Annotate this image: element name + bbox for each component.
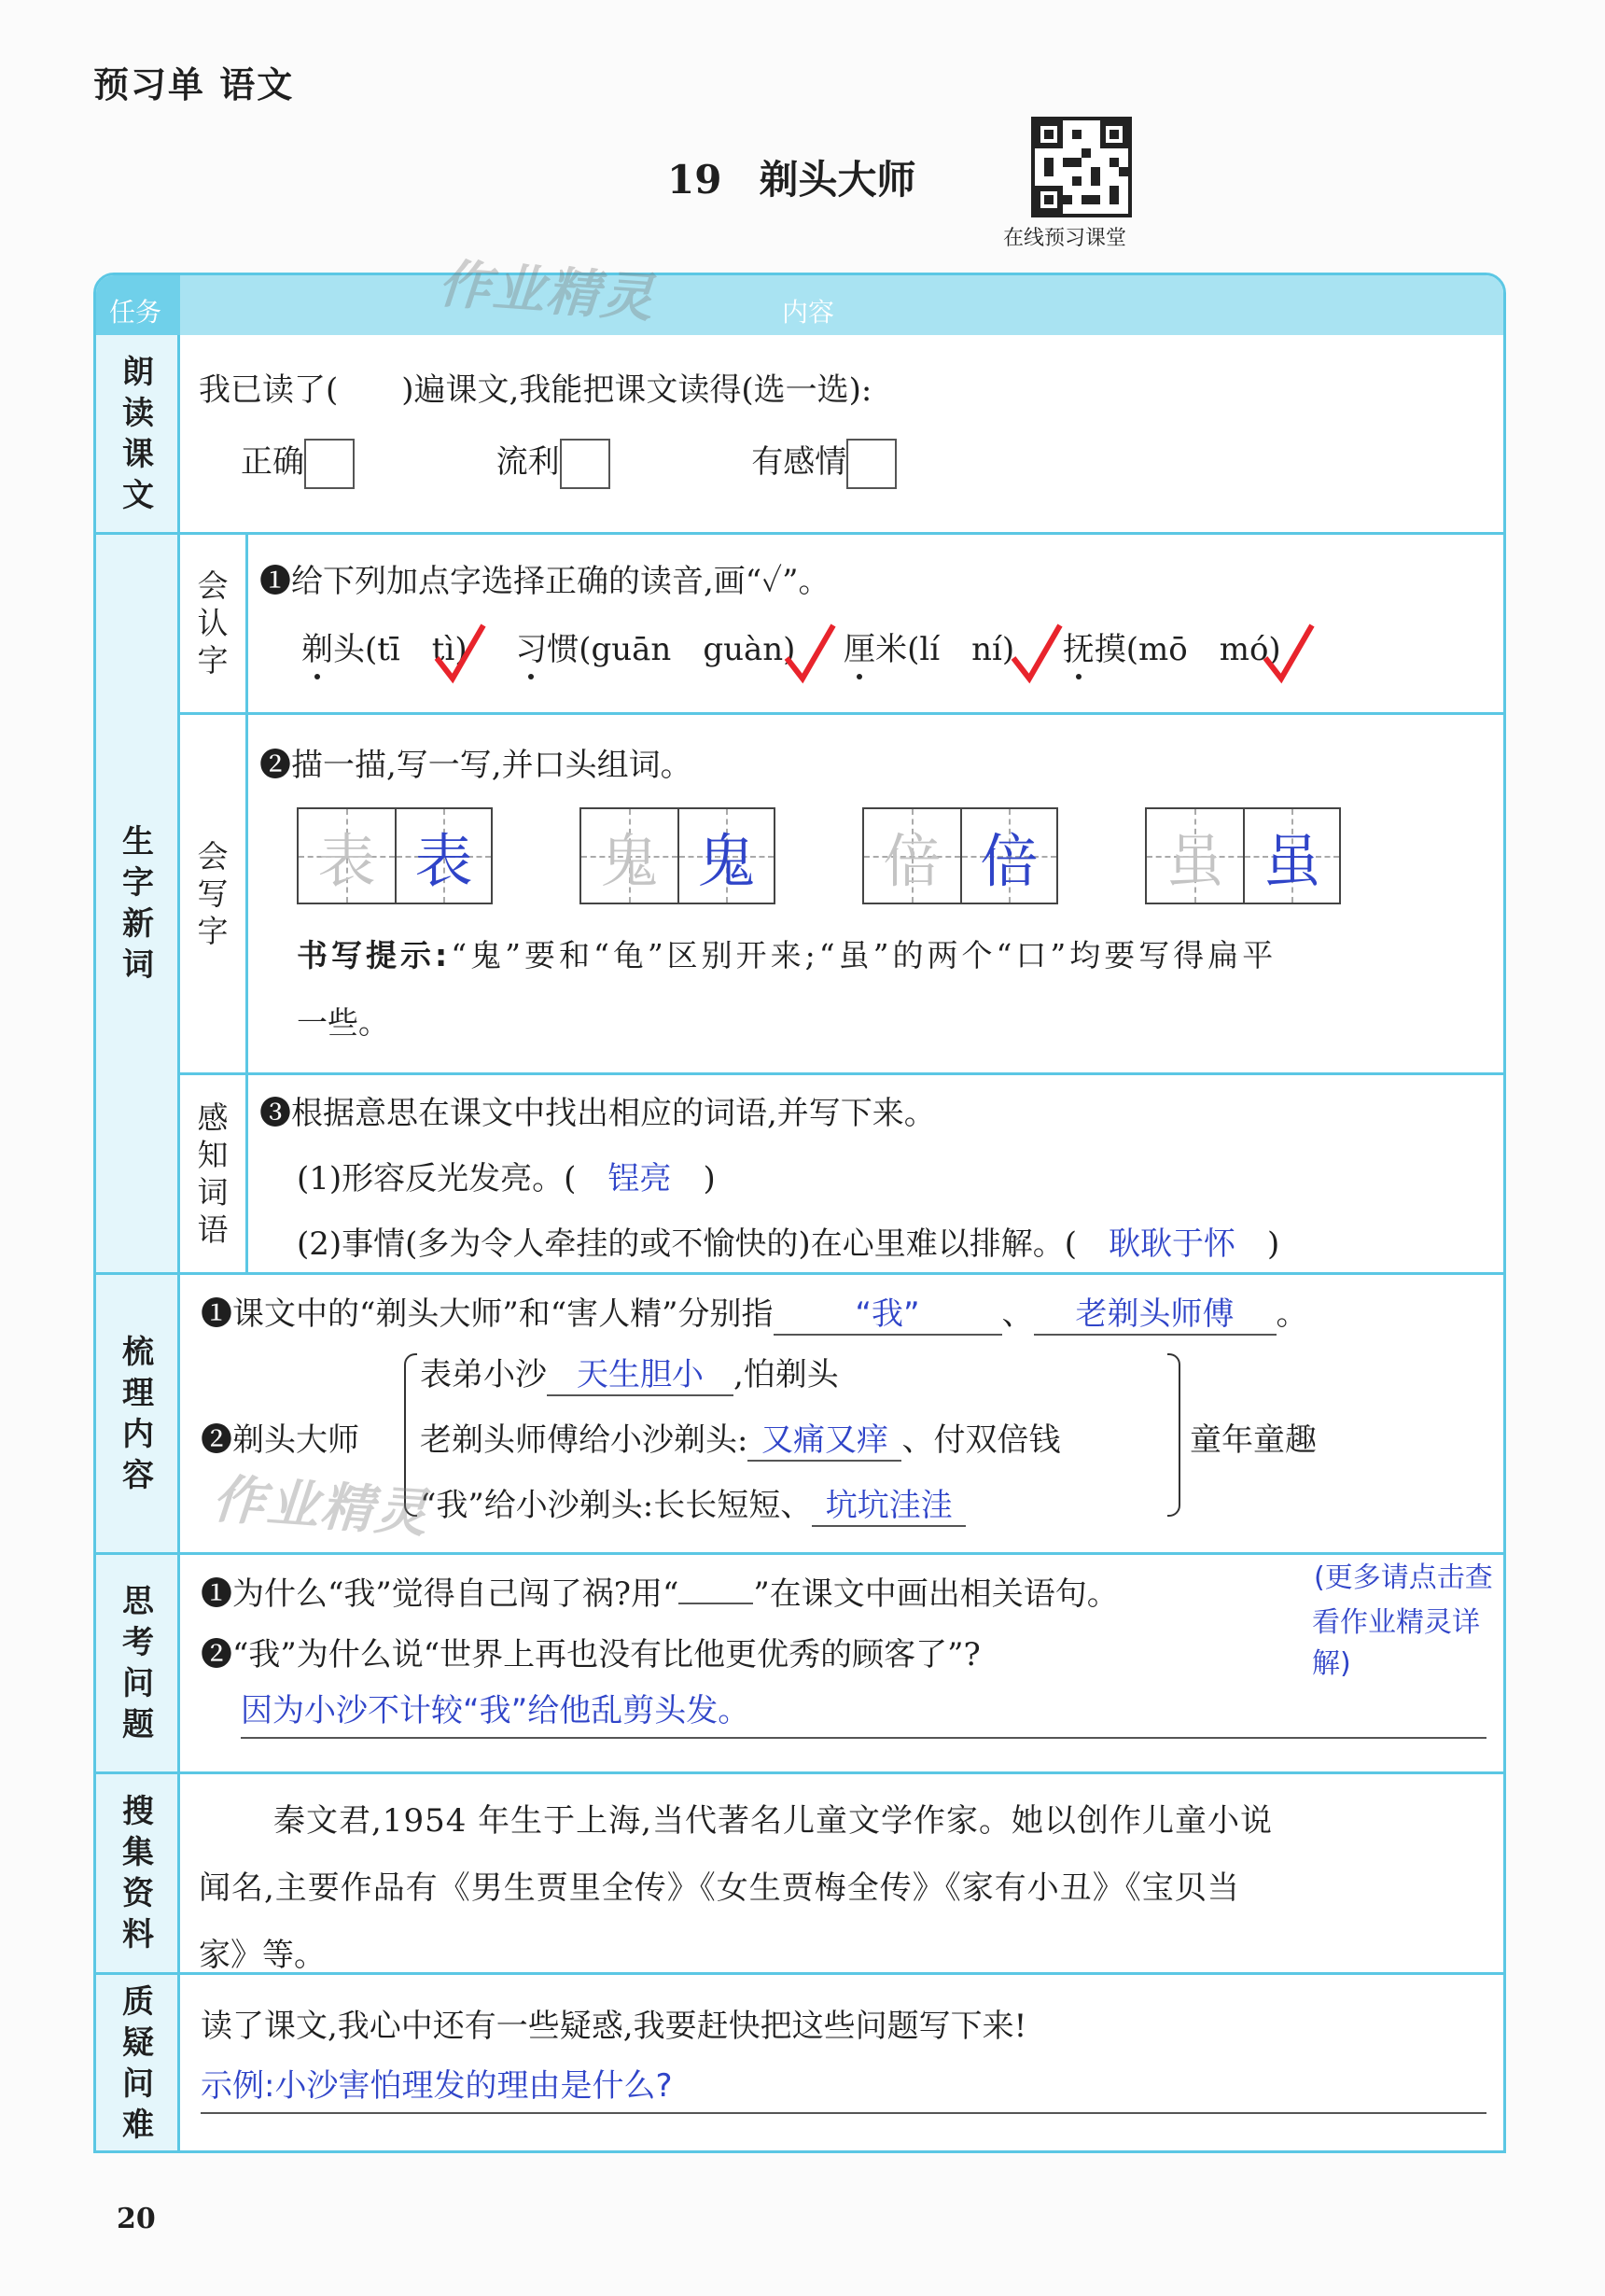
worksheet-table <box>93 273 1506 2153</box>
checkbox-fluent[interactable] <box>560 439 610 489</box>
check-mark-icon <box>1261 621 1317 686</box>
header-task: 任务 <box>109 297 162 328</box>
sub-write: 会 写 字 <box>197 837 229 949</box>
outline-theme: 童年童趣 <box>1190 1421 1317 1459</box>
think-q2: ❷“我”为什么说“世界上再也没有比他更优秀的顾客了”? <box>201 1636 981 1673</box>
writing-grid-3[interactable]: 倍 倍 <box>862 807 1058 904</box>
table-header <box>96 275 1503 335</box>
think-answer: 因为小沙不计较“我”给他乱剪头发。 <box>241 1692 750 1729</box>
question-line: 读了课文,我心中还有一些疑惑,我要赶快把这些问题写下来! <box>201 2008 1027 2045</box>
perceive-q1: (1)形容反光发亮。( 锃亮 ) <box>297 1160 716 1197</box>
writing-grids <box>297 807 1341 904</box>
more-detail-link-2[interactable]: 看作业精灵详解) <box>1312 1606 1480 1680</box>
lesson-name: 剃头大师 <box>759 157 916 203</box>
answer-shifu: 老剃头师傅 <box>1034 1288 1277 1336</box>
think-answer-line <box>241 1685 1486 1739</box>
perceive-prompt: ❸根据意思在课文中找出相应的词语,并写下来。 <box>259 1095 936 1132</box>
section-think: 思 考 问 题 <box>122 1583 154 1743</box>
checkbox-emotion[interactable] <box>846 439 897 489</box>
page-number: 20 <box>117 2203 156 2235</box>
check-mark-icon <box>432 621 488 686</box>
answer-wo: “我” <box>774 1288 1002 1336</box>
outline-row1: 表弟小沙 天生胆小 ,怕剃头 <box>420 1349 839 1396</box>
outline-q1: ❶课文中的“剃头大师”和“害人精”分别指 “我” 、 老剃头师傅 。 <box>201 1288 1308 1336</box>
section-outline: 梳 理 内 容 <box>122 1333 154 1494</box>
right-brace <box>1167 1353 1180 1517</box>
qr-label: 在线预习课堂 <box>1003 227 1127 250</box>
lesson-number: 19 <box>667 157 722 203</box>
watermark-top: 作业精灵 <box>436 253 657 330</box>
header-content: 内容 <box>782 297 835 328</box>
checkbox-correct[interactable] <box>304 439 355 489</box>
sub-recognize: 会 认 字 <box>197 567 229 679</box>
list-item: 习惯(guān guàn) <box>515 631 796 668</box>
lesson-title <box>667 149 915 205</box>
check-mark-icon <box>1009 621 1065 686</box>
list-item: 剃头(tī tì) <box>301 631 468 668</box>
writing-grid-1[interactable]: 表 表 <box>297 807 493 904</box>
section-reading: 朗 读 课 文 <box>122 353 154 514</box>
outline-row3: “我”给小沙剃头:长长短短、 坑坑洼洼 <box>420 1479 966 1527</box>
writing-tip: 书写提示:“鬼”要和“龟”区别开来;“虽”的两个“口”均要写得扁平 <box>297 937 1277 973</box>
more-detail-link[interactable]: (更多请点击查 <box>1314 1561 1493 1594</box>
watermark-mid: 作业精灵 <box>210 1468 431 1546</box>
qr-code-icon[interactable] <box>1031 117 1132 217</box>
answer-zengliang: 锃亮 <box>607 1160 672 1197</box>
writing-tip-end: 一些。 <box>297 1004 389 1041</box>
writing-grid-4[interactable]: 虽 虽 <box>1145 807 1341 904</box>
section-question: 质 疑 问 难 <box>122 1983 154 2144</box>
writing-grid-2[interactable]: 鬼 鬼 <box>579 807 775 904</box>
outline-row2: 老剃头师傅给小沙剃头: 又痛又痒 、付双倍钱 <box>420 1414 1060 1462</box>
section-collect: 搜 集 资 料 <box>122 1793 154 1953</box>
perceive-q2: (2)事情(多为令人牵挂的或不愉快的)在心里难以排解。( 耿耿于怀 ) <box>297 1225 1280 1263</box>
page-header: 预习单 语文 <box>93 64 295 105</box>
think-q1: ❶为什么“我”觉得自己闯了祸?用“ ”在课文中画出相关语句。 <box>201 1575 1119 1613</box>
outline-q2-label: ❷剃头大师 <box>201 1421 359 1459</box>
recognize-prompt: ❶给下列加点字选择正确的读音,画“✓”。 <box>259 563 830 600</box>
question-example: 示例:小沙害怕理发的理由是什么? <box>201 2067 673 2105</box>
list-item: 厘米(lí ní) <box>844 631 1015 668</box>
reading-line: 我已读了( )遍课文,我能把课文读得(选一选): <box>199 371 872 409</box>
sub-perceive: 感 知 词 语 <box>197 1099 229 1248</box>
question-answer-line[interactable] <box>201 2060 1486 2114</box>
check-mark-icon <box>782 621 838 686</box>
reading-options: 正确 流利 有感情 <box>241 436 897 489</box>
answer-genggeng: 耿耿于怀 <box>1108 1225 1235 1263</box>
write-prompt: ❷描一描,写一写,并口头组词。 <box>259 747 692 784</box>
collect-line-1: 秦文君,1954 年生于上海,当代著名儿童文学作家。她以创作儿童小说 <box>273 1802 1273 1840</box>
list-item: 抚摸(mō mó) <box>1062 631 1281 668</box>
collect-line-2: 闻名,主要作品有《男生贾里全传》《女生贾梅全传》《家有小丑》《宝贝当 <box>199 1869 1240 1907</box>
section-vocab: 生 字 新 词 <box>122 823 154 984</box>
collect-line-3: 家》等。 <box>199 1937 326 1974</box>
